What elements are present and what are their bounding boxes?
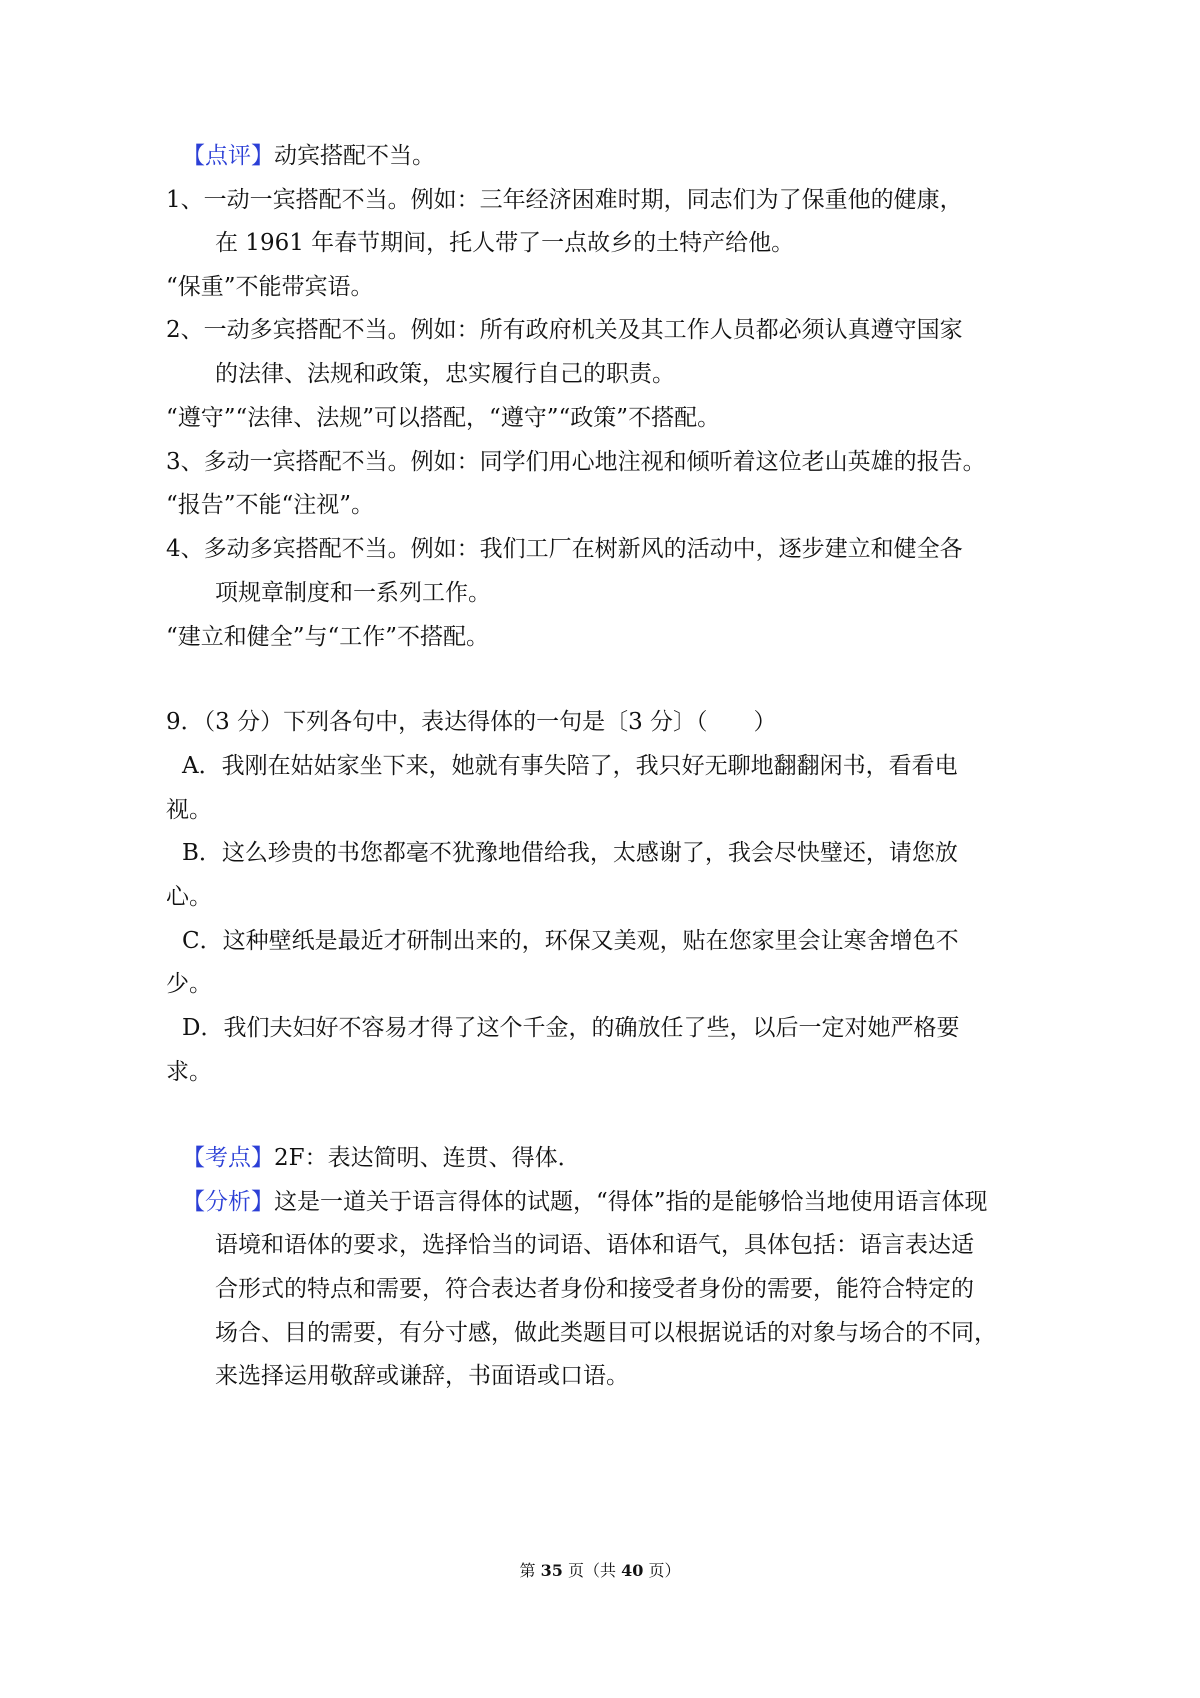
rule-1-note: “保重”不能带宾语。 [166,274,374,300]
option-c-line1: C．这种壁纸是最近才研制出来的，环保又美观，贴在您家里会让寒舍增色不 [182,928,959,954]
kaodian-line [182,1142,581,1174]
kaodian-tag: 【考点】 [182,1145,274,1171]
rule-1-line1: 1、一动一宾搭配不当。例如：三年经济困难时期，同志们为了保重他的健康， [166,187,963,213]
option-b-line2: 心。 [166,884,212,910]
option-d-line2: 求。 [166,1059,212,1085]
analysis-text: 这是一道关于语言得体的试题，“得体”指的是能够恰当地使用语言体现 [274,1189,988,1215]
rule-2-note: “遵守”“法律、法规”可以搭配，“遵守”“政策”不搭配。 [166,405,721,431]
analysis-line-5: 来选择运用敬辞或谦辞，书面语或口语。 [215,1363,629,1389]
review-tag: 【点评】 [182,143,274,169]
question-stem: 9．（3 分）下列各句中，表达得体的一句是〔3 分〕（ ） [166,709,777,735]
rule-3-note: “报告”不能“注视”。 [166,492,375,518]
kaodian-text: 2F：表达简明、连贯、得体． [274,1145,581,1171]
review-line [182,140,435,172]
analysis-line-3: 合形式的特点和需要，符合表达者身份和接受者身份的需要，能符合特定的 [215,1276,974,1302]
footer-total-pages: 40 [621,1561,644,1580]
footer-prefix: 第 [519,1561,536,1580]
rule-3-line1: 3、多动一宾搭配不当。例如：同学们用心地注视和倾听着这位老山英雄的报告。 [166,449,986,475]
option-a-line1: A．我刚在姑姑家坐下来，她就有事失陪了，我只好无聊地翻翻闲书，看看电 [182,753,958,779]
analysis-line-4: 场合、目的需要，有分寸感，做此类题目可以根据说话的对象与场合的不同， [215,1320,997,1346]
option-d-line1: D．我们夫妇好不容易才得了这个千金，的确放任了些，以后一定对她严格要 [182,1015,960,1041]
analysis-tag: 【分析】 [182,1189,274,1215]
rule-4-line1: 4、多动多宾搭配不当。例如：我们工厂在树新风的活动中，逐步建立和健全各 [166,536,963,562]
footer-page-number: 35 [540,1561,563,1580]
rule-4-note: “建立和健全”与“工作”不搭配。 [166,624,490,650]
rule-4-line2: 项规章制度和一系列工作。 [215,580,491,606]
analysis-line-1 [182,1186,988,1218]
rule-2-line1: 2、一动多宾搭配不当。例如：所有政府机关及其工作人员都必须认真遵守国家 [166,317,963,343]
rule-2-line2: 的法律、法规和政策，忠实履行自己的职责。 [215,361,675,387]
option-c-line2: 少。 [166,971,212,997]
option-b-line1: B．这么珍贵的书您都毫不犹豫地借给我，太感谢了，我会尽快璧还，请您放 [182,840,958,866]
option-a-line2: 视。 [166,797,212,823]
footer-suffix: 页） [648,1561,681,1580]
rule-1-line2: 在 1961 年春节期间，托人带了一点故乡的土特产给他。 [215,230,795,256]
analysis-line-2: 语境和语体的要求，选择恰当的词语、语体和语气，具体包括：语言表达适 [215,1232,974,1258]
review-text: 动宾搭配不当。 [274,143,435,169]
page-footer [0,1559,1200,1583]
footer-middle: 页（共 [567,1561,616,1580]
